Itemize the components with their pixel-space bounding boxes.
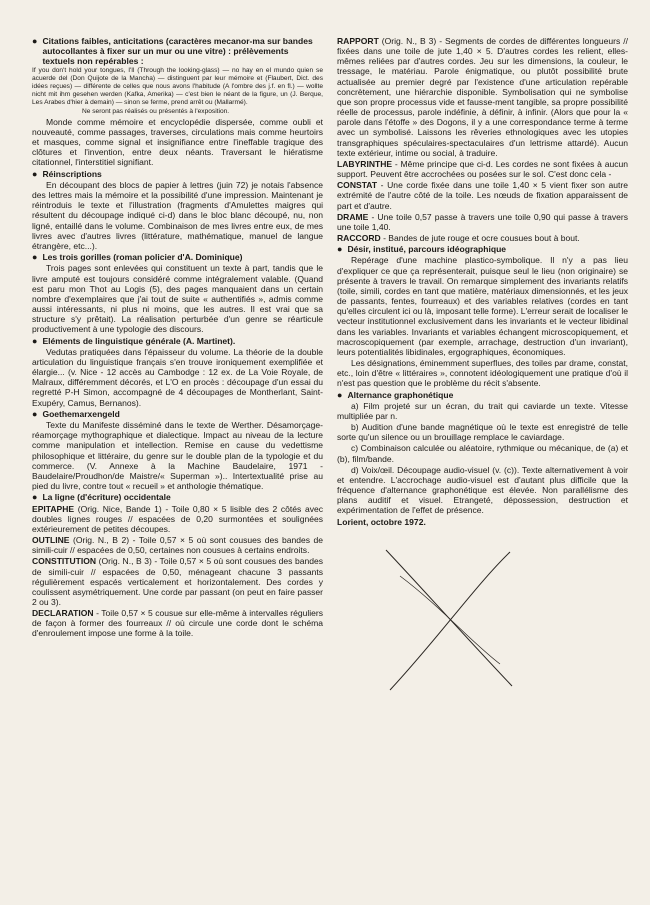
entry-constat: CONSTAT - Une corde fixée dans une toile 1,40 × 5 vient fixer son autre extrémité de l'autre côté de la toile. Les nœuds de fixation apparaissent de part et d'autre. xyxy=(337,180,628,211)
paragraph: Texte du Manifeste disséminé dans le texte de Werther. Désamorçage-réamorçage mythographique et dialectique. Impact au niveau de la lecture comme manipulation et intellection. Remise en cause du vedettisme philosophique et littéraire, du genre sur le double plan de la typologie et du commerce. (V. Annexe à la Machine Baudelaire, 1971 - Baudelaire/Proudhon/de Maistre/« Superman »).. Intertextualité prise au pied du livre, contre tout « recueil » et anthologie thématique. xyxy=(32,420,323,492)
section-reinscriptions xyxy=(32,169,323,251)
section-heading: ● Les trois gorilles (roman policier d'A. Dominique) xyxy=(32,252,243,263)
section-ligne xyxy=(32,492,323,638)
bullet-icon: ● xyxy=(32,252,38,263)
right-column xyxy=(337,36,628,885)
entry-declaration: DECLARATION - Toile 0,57 × 5 cousue sur elle-même à intervalles réguliers de façon à former des fourreaux // où circule une corde dont le schéma d'enroulement impose une forme à la toile. xyxy=(32,608,324,639)
signature-line: Lorient, octobre 1972. xyxy=(337,516,426,527)
left-column xyxy=(32,36,323,885)
bullet-icon: ● xyxy=(32,168,38,179)
paragraph: Monde comme mémoire et encyclopédie dispersée, comme oubli et nouveauté, comme passages, traverses, circulations mais comme heurtoirs et masques, comme signal et insignifiance entre l'ineffable tragique des clôtures et l'invention, entre deux néants. Traversant le hiératisme citationnel, l'interstitiel signifiant. xyxy=(32,116,323,168)
list-item: a) Film projeté sur un écran, du trait qui caviarde un texte. Vitesse multipliée par n. xyxy=(337,400,628,421)
section-alternance xyxy=(337,390,628,516)
entry-labyrinthe: LABYRINTHE - Même principe que ci-d. Les cordes ne sont fixées à aucun support. Peuvent être accrochées ou posées sur le sol. C'est donc cela - xyxy=(337,158,629,180)
paragraph: En découpant des blocs de papier à lettres (juin 72) je notais l'absence des lettres mais la mémoire et la possibilité d'une impression. Maintenant je réintroduis le texte et l'illustration (fragments d'Amulettes maigres qui résultent du découpage indiqué ci-d) dans le bloc blanc découpé, nu, non ligné, entaillé dans le volume. Combinaison de mes livres entre eux, de mes livres avec d'autres livres (littérature, mathématique, manuel de langue étrangère, etc...). xyxy=(32,179,323,251)
section-elements xyxy=(32,336,323,408)
bullet-icon: ● xyxy=(32,408,38,419)
section-heading: ● Désir, institué, parcours idéographique xyxy=(337,244,507,255)
paragraph: Trois pages sont enlevées qui constituent un texte à part, tandis que le livre amputé est toujours considéré comme intégralement valable. (Quand est paru mon Thot au Logis (5), des pages manquaient dans un certain nombre d'exemplaires que j'ai tout de suite « authentifiés », admis comme aussi intéressants, ni plus ni moins, que les autres. Il est vrai que sa structure s'y prêtait). La réalisation perturbée d'un genre se réarticule productivement à une typologie des discours. xyxy=(32,263,323,335)
section-heading: ● Eléments de linguistique générale (A. Martinet). xyxy=(32,335,236,346)
section-heading: ● Alternance graphonétique xyxy=(337,389,454,400)
exposition-note: Ne seront pas réalisés ou présentés à l'exposition. xyxy=(82,108,230,115)
entry-rapport: RAPPORT (Orig. N., B 3) - Segments de cordes de différentes longueurs // fixées dans une toile de jute 1,40 × 5. D'autres cordes les relient, elles-mêmes reliées par d'autres cordes. Jeu sur les dimensions, la couleur, le tressage, le matériau. Parole énigmatique, ou plutôt possibilité brute actualisée au premier degré par l'existence d'une articulation repérable concrètement, une hiérarchie disponible. Symbolisation qui ne symbolise que son propre processus vide et fausse-ment tangible, sa propre possibilité réelle de processus, parole indéfinie, à définir, à infinir. (Alors que pour la « parole dans l'étoffe » des Dogons, il y a une correspondance terme à terme avec un symbolisé. Laissons les rêveries ethnologiques avec les utopies transgraphiques spéculaires-spectaculaires d'un lettrisme attardé). Aucun texte extérieur, intime ou social, à traduire. xyxy=(337,36,628,158)
section-desir xyxy=(337,244,628,388)
paragraph: Repérage d'une machine plastico-symbolique. Il n'y a pas lieu d'expliquer ce que ça représenterait, puisque seul le lieu (non originaire) se présente à travers le travail. On remarque simplement des invariants relatifs (toile, simili, cordes en tant que matière, matériaux dimensionnés, et les jeux de passants, fentes, fourreaux) et des variables relatives (cordes en tant qu'elles circulent ici ou là, imposant telle forme). L'erreur serait de localiser le vecteur institutionnel exclusivement dans les invariants et le vecteur libidinal dans les variables. Invariants et variables échangent microscopiquement, et macroscopiquement (par exemple, arrachage, destruction d'un invariant), leurs potentialités libidinales, ergographiques, économiques. xyxy=(337,255,628,357)
section-heading: ● La ligne (d'écriture) occidentale xyxy=(32,492,171,503)
entry-constitution: CONSTITUTION (Orig. N., B 3) - Toile 0,57 × 5 où sont cousues des bandes de simili-cuir // espacées de 0,50, ménageant chacune 3 passants régulièrement espacés verticalement et horizontalement. Des cordes y coulissent asymétriquement. Une corde par passant (on peut en faire passer 2 ou 3). xyxy=(32,556,324,607)
list-item: b) Audition d'une bande magnétique où le texte est enregistré de telle sorte qu'un silence ou un brouillage remplace le caviardage. xyxy=(337,422,628,443)
list-item: d) Voix/œil. Découpage audio-visuel (v. (c)). Texte alternativement à voir et entendre. L'accrochage audio-visuel est d'autant plus difficile que la fréquence d'alternance graphonétique est élevée. Non parallélisme des plans auditif et visuel. Etrangeté, dépossession, destruction et expérimentation de l'effet de présence. xyxy=(337,464,628,516)
bullet-icon: ● xyxy=(32,335,38,346)
entry-raccord: RACCORD - Bandes de jute rouge et ocre cousues bout à bout. xyxy=(337,232,580,243)
citation-quote: If you don't hold your tongues, I'll (Through the looking-glass) — no hay en el mundo quien se acuerde del (Don Quijote de la Mancha) — distinguent par leur mémoire et (Flaubert, Dict. des idées reçues) — différente de celles que nous avons l'habitude (A l'ombre des j.f. en fl.) — wollte nicht mit ihm gesehen werden (Kafka, Amerika) — c'est bien le néant de la figure, un (J. Berque, Les Arabes d'hier à demain) — sinon se ferme, prend arrêt ou (Mallarmé). xyxy=(32,67,323,107)
entry-drame: DRAME - Une toile 0,57 passe à travers une toile 0,90 qui passe à travers une toile 1,40. xyxy=(337,211,628,232)
section-citations xyxy=(32,36,323,168)
bullet-icon: ● xyxy=(337,389,343,400)
bullet-icon: ● xyxy=(32,492,38,503)
paragraph: Les désignations, éminemment superflues, des toiles par drame, constat, etc., loin d'être « littéraires », connotent idéologiquement une pratique d'où il n'est pas question que le problème du récit s'absente. xyxy=(337,358,628,389)
section-heading: ● Réinscriptions xyxy=(32,168,102,179)
list-item: c) Combinaison calculée ou aléatoire, rythmique ou mécanique, de (a) et (b), film/bande. xyxy=(337,443,628,464)
paragraph: Vedutas pratiquées dans l'épaisseur du volume. La théorie de la double articulation du linguistique français s'en trouve ironiquement exemplifiée et élargie... (v. Nice - 12 accès au Cambodge : 12 ex. de La Voie Royale, de Malraux, différemment décorés, et L'O en procès : découpage d'un essai du regretté P-H Simon, accompagné de 4 découpages de Montherlant, Saint-Exupéry, Camus, Bernanos). xyxy=(32,346,323,408)
section-heading: ● Goethemarxengeld xyxy=(32,408,120,419)
section-goethe xyxy=(32,409,323,491)
entry-epitaphe: EPITAPHE (Orig. Nice, Bande 1) - Toile 0,80 × 5 lisible des 2 côtés avec doubles lignes rouges // espacées de 0,20 surmontées et soulignées extérieurement de petites découpes. xyxy=(32,503,323,534)
bullet-icon: ● xyxy=(32,36,38,46)
section-gorilles xyxy=(32,252,323,334)
entry-outline: OUTLINE (Orig. N., B 2) - Toile 0,57 × 5 où sont cousues des bandes de simili-cuir // espacées de 0,50, certaines non cousues à certains endroits. xyxy=(32,535,324,556)
bullet-icon: ● xyxy=(337,244,343,255)
section-heading: ● Citations faibles, anticitations (caractères mecanor-ma sur bandes autocollantes à fixer sur un mur ou une vitre) : prélèvements textuels non repérables : xyxy=(32,36,313,67)
